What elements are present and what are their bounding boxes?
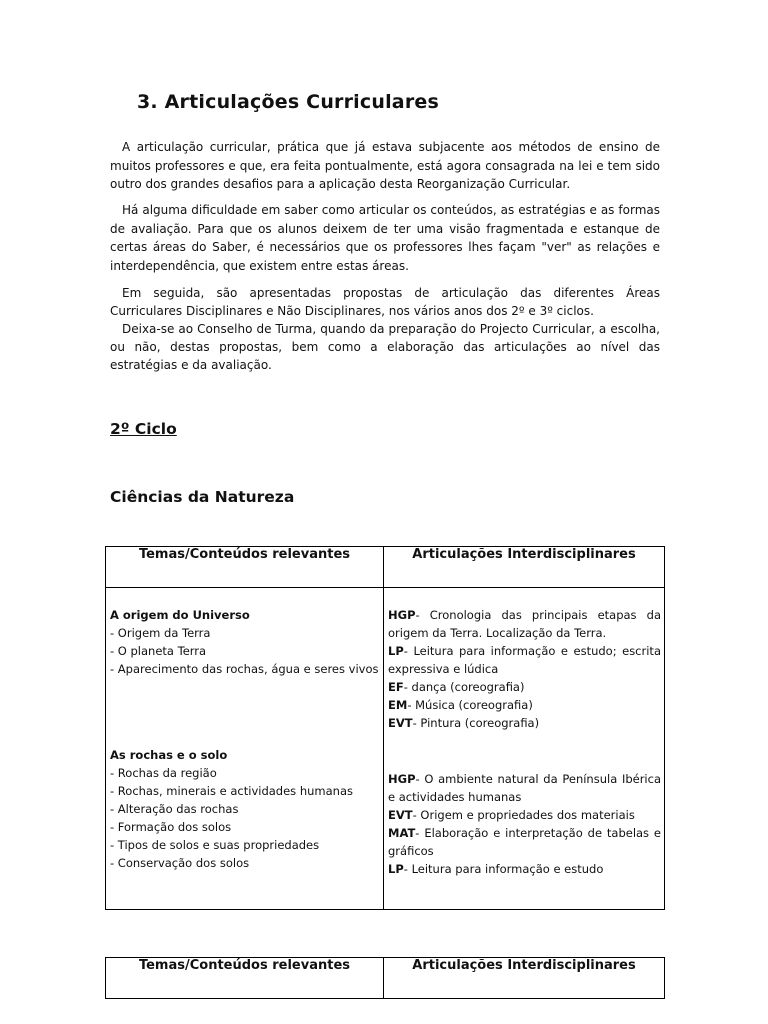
subject-abbr: EM — [388, 698, 408, 712]
articulation-text: - O ambiente natural da Península Ibérica e actividades humanas — [388, 772, 661, 804]
subject-heading: Ciências da Natureza — [110, 488, 295, 506]
articulation-entry — [388, 696, 661, 714]
column-header-articulations: Articulações Interdisciplinares — [384, 547, 665, 588]
topic-item: - Tipos de solos e suas propriedades — [110, 838, 320, 852]
articulation-text: - Elaboração e interpretação de tabelas e gráficos — [388, 826, 661, 858]
topic-item: - Rochas, minerais e actividades humanas — [110, 784, 353, 798]
section-title: 3. Articulações Curriculares — [137, 91, 439, 113]
column-header-articulations: Articulações Interdisciplinares — [384, 958, 665, 999]
topic-item: - Alteração das rochas — [110, 802, 239, 816]
topic-item: - O planeta Terra — [110, 644, 207, 658]
articulation-table-2 — [105, 957, 665, 999]
paragraph-1: A articulação curricular, prática que já estava subjacente aos métodos de ensino de muitos professores e que, era feita pontualmente, está agora consagrada na lei e tem sido outro dos grandes desafios para a aplicação desta Reorganização Curricular. — [110, 140, 660, 191]
paragraph-3: Em seguida, são apresentadas propostas de articulação das diferentes Áreas Curriculares Disciplinares e Não Disciplinares, nos vários anos dos 2º e 3º ciclos. — [110, 286, 660, 318]
table-row — [106, 588, 665, 910]
topic-block — [110, 606, 380, 678]
articulation-block — [388, 606, 661, 732]
paragraph-4: Deixa-se ao Conselho de Turma, quando da preparação do Projecto Curricular, a escolha, ou não, destas propostas, bem como a elaboração das articulações ao nível das estratégias e da avaliação. — [110, 322, 660, 372]
articulation-text: - Origem e propriedades dos materiais — [412, 808, 635, 822]
articulation-entry — [388, 770, 661, 806]
subject-abbr: EVT — [388, 808, 413, 822]
articulation-table — [105, 546, 665, 910]
subject-abbr: HGP — [388, 608, 416, 622]
articulation-entry — [388, 714, 661, 732]
paragraph-2: Há alguma dificuldade em saber como articular os conteúdos, as estratégias e as formas de avaliação. Para que os alunos deixem de ter uma visão fragmentada e estanque de certas áreas do Saber, é necessários que os professores lhes façam "ver" as relações e interdependência, que existem entre estas áreas. — [110, 203, 660, 273]
topics-cell — [106, 588, 384, 910]
topic-item: - Origem da Terra — [110, 626, 211, 640]
articulation-text: - Música (coreografia) — [407, 698, 533, 712]
subject-abbr: MAT — [388, 826, 416, 840]
articulation-text: - Cronologia das principais etapas da origem da Terra. Localização da Terra. — [388, 608, 661, 640]
topic-item: - Conservação dos solos — [110, 856, 250, 870]
articulation-text: - Pintura (coreografia) — [412, 716, 540, 730]
articulation-entry — [388, 806, 661, 824]
articulation-entry — [388, 824, 661, 860]
articulation-text: - Leitura para informação e estudo; escrita expressiva e lúdica — [388, 644, 661, 676]
table-header-row — [106, 547, 665, 588]
articulations-cell — [384, 588, 665, 910]
articulation-entry — [388, 642, 661, 678]
articulation-text: - Leitura para informação e estudo — [403, 862, 604, 876]
table-header-row — [106, 958, 665, 999]
articulation-block — [388, 770, 661, 878]
subject-abbr: LP — [388, 644, 404, 658]
subject-abbr: LP — [388, 862, 404, 876]
topic-title: A origem do Universo — [110, 608, 250, 622]
column-header-topics: Temas/Conteúdos relevantes — [106, 958, 384, 999]
subject-abbr: HGP — [388, 772, 416, 786]
topic-item: - Formação dos solos — [110, 820, 232, 834]
articulation-entry — [388, 860, 661, 878]
articulation-text: - dança (coreografia) — [403, 680, 525, 694]
topic-block — [110, 746, 380, 872]
topic-item: - Rochas da região — [110, 766, 217, 780]
articulation-entry — [388, 606, 661, 642]
topic-title: As rochas e o solo — [110, 748, 228, 762]
topic-item: - Aparecimento das rochas, água e seres vivos — [110, 662, 379, 676]
subject-abbr: EVT — [388, 716, 413, 730]
articulation-entry — [388, 678, 661, 696]
subject-abbr: EF — [388, 680, 404, 694]
column-header-topics: Temas/Conteúdos relevantes — [106, 547, 384, 588]
cycle-heading: 2º Ciclo — [110, 420, 177, 438]
